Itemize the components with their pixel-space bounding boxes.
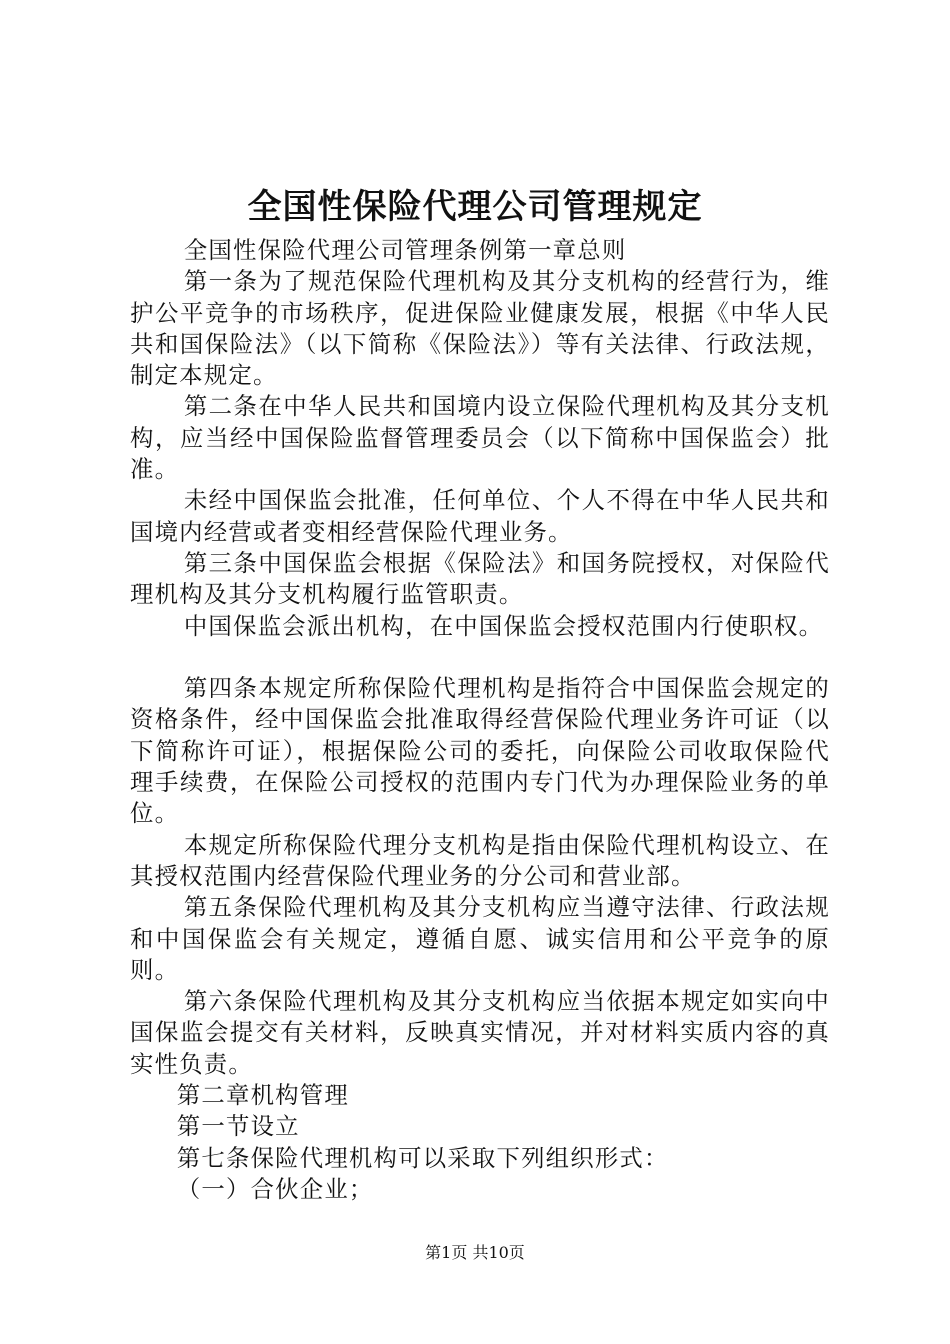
paragraph-article-2: 第二条在中华人民共和国境内设立保险代理机构及其分支机构，应当经中国保险监督管理委员会（以下简称中国保监会）批准。: [130, 392, 830, 484]
paragraph-list-item-1: （一）合伙企业；: [176, 1174, 374, 1203]
paragraph-article-5: 第五条保险代理机构及其分支机构应当遵守法律、行政法规和中国保监会有关规定，遵循自愿、诚实信用和公平竞争的原则。: [130, 893, 830, 984]
paragraph-article-2-clause: 未经中国保监会批准，任何单位、个人不得在中华人民共和国境内经营或者变相经营保险代理业务。: [130, 486, 830, 546]
page-number-footer: 第1页 共10页: [425, 1243, 525, 1262]
paragraph-section-1-heading: 第一节设立: [176, 1112, 300, 1141]
paragraph-article-3: 第三条中国保监会根据《保险法》和国务院授权，对保险代理机构及其分支机构履行监管职责。: [130, 548, 830, 609]
paragraph-article-6: 第六条保险代理机构及其分支机构应当依据本规定如实向中国保监会提交有关材料，反映真实情况，并对材料实质内容的真实性负责。: [130, 987, 830, 1078]
paragraph-article-3-clause: 中国保监会派出机构，在中国保监会授权范围内行使职权。: [183, 611, 824, 640]
paragraph-chapter-2-heading: 第二章机构管理: [176, 1081, 349, 1110]
paragraph-spacer: [130, 642, 830, 673]
paragraph-article-4: 第四条本规定所称保险代理机构是指符合中国保监会规定的资格条件，经中国保监会批准取得经营保险代理业务许可证（以下简称许可证），根据保险公司的委托，向保险公司收取保险代理手续费，在保险公司授权的范围内专门代为办理保险业务的单位。: [130, 674, 830, 828]
paragraph-chapter-heading: 全国性保险代理公司管理条例第一章总则: [183, 236, 627, 264]
paragraph-article-4-clause: 本规定所称保险代理分支机构是指由保险代理机构设立、在其授权范围内经营保险代理业务的分公司和营业部。: [130, 830, 830, 890]
paragraph-article-7: 第七条保险代理机构可以采取下列组织形式：: [176, 1143, 669, 1172]
document-title: 全国性保险代理公司管理规定: [247, 187, 703, 227]
paragraph-article-1: 第一条为了规范保险代理机构及其分支机构的经营行为，维护公平竞争的市场秩序，促进保险业健康发展，根据《中华人民共和国保险法》（以下简称《保险法》）等有关法律、行政法规，制定本规定。: [130, 267, 830, 390]
document-body: [130, 235, 830, 1205]
